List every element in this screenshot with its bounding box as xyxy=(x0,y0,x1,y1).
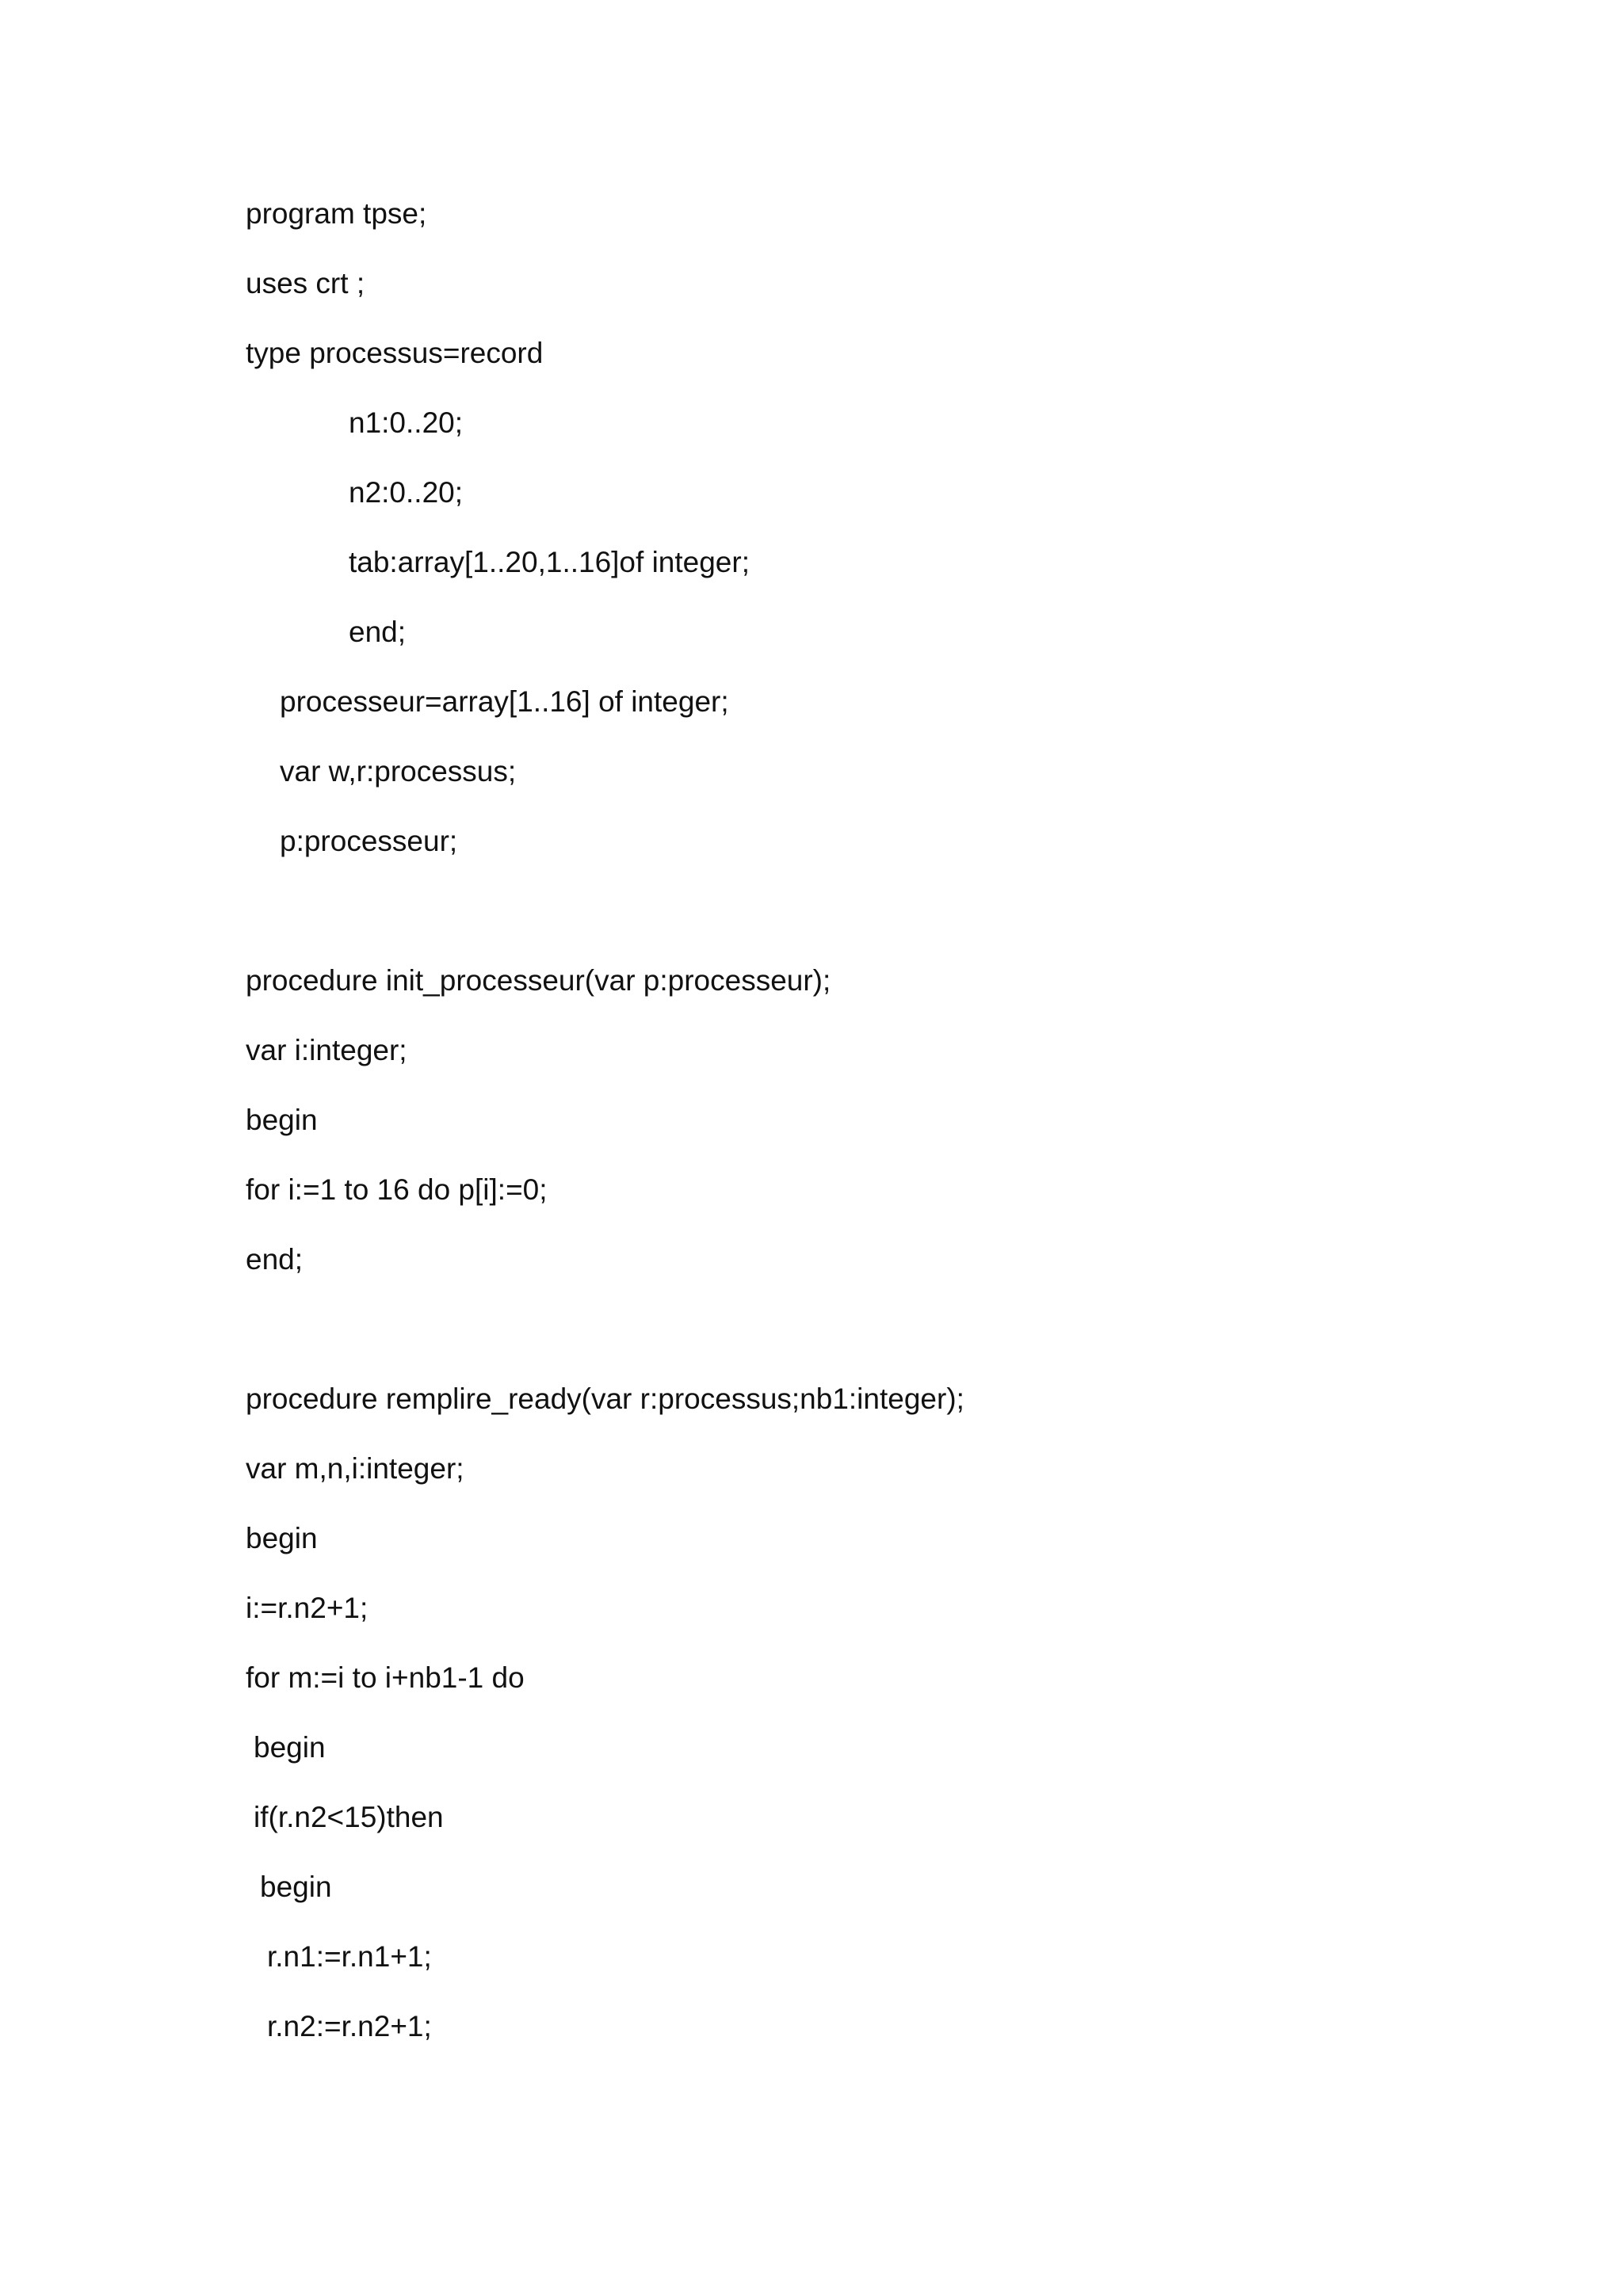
code-line: tab:array[1..20,1..16]of integer; xyxy=(349,546,750,578)
code-line: var w,r:processus; xyxy=(280,755,517,788)
code-line: for m:=i to i+nb1-1 do xyxy=(246,1661,525,1694)
code-line: var i:integer; xyxy=(246,1034,407,1066)
code-line: begin xyxy=(260,1871,332,1903)
code-line: program tpse; xyxy=(246,197,427,230)
code-line: begin xyxy=(246,1522,318,1554)
code-line: r.n1:=r.n1+1; xyxy=(267,1940,432,1973)
code-line: n2:0..20; xyxy=(349,476,464,509)
blank-line xyxy=(246,887,1514,957)
code-line: procedure remplire_ready(var r:processus;nb1:integer); xyxy=(246,1383,964,1415)
code-line: procedure init_processeur(var p:processeur); xyxy=(246,964,831,997)
code-line: var m,n,i:integer; xyxy=(246,1452,464,1485)
code-line: type processus=record xyxy=(246,337,544,369)
code-line: begin xyxy=(246,1104,318,1136)
code-line: end; xyxy=(349,616,407,648)
code-line: end; xyxy=(246,1243,304,1276)
code-line: p:processeur; xyxy=(280,825,458,857)
pascal-code-listing xyxy=(246,190,1514,2073)
code-line: if(r.n2<15)then xyxy=(254,1801,444,1833)
code-line: processeur=array[1..16] of integer; xyxy=(280,685,729,718)
code-line: r.n2:=r.n2+1; xyxy=(267,2010,432,2042)
code-line: n1:0..20; xyxy=(349,406,464,439)
blank-line xyxy=(246,1306,1514,1375)
code-line: uses crt ; xyxy=(246,267,365,299)
code-line: i:=r.n2+1; xyxy=(246,1592,369,1624)
code-line: begin xyxy=(254,1731,326,1764)
code-line: for i:=1 to 16 do p[i]:=0; xyxy=(246,1173,548,1206)
